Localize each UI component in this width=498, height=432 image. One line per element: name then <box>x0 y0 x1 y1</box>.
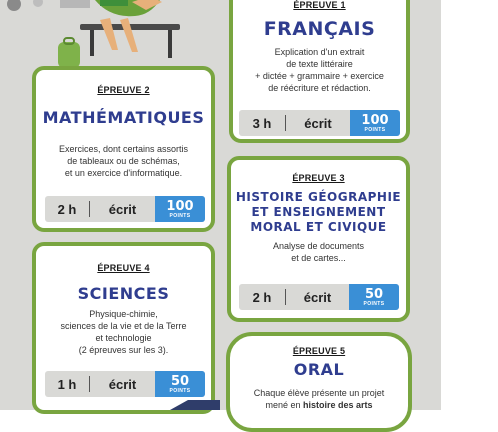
desc-line: (2 épreuves sur les 3). <box>78 345 169 355</box>
exam-info-bar <box>239 110 400 136</box>
desc-emphasis: histoire des arts <box>303 400 373 410</box>
desc-line: et technologie <box>95 333 152 343</box>
duration: 3 h <box>252 115 272 131</box>
desc-line: Physique-chimie, <box>89 309 158 319</box>
points-value: 50 <box>170 373 190 389</box>
desc-line: Explication d'un extrait <box>274 47 365 57</box>
card-description <box>36 143 211 179</box>
points-badge <box>350 110 400 136</box>
desc-line: de tableaux ou de schémas, <box>67 156 180 166</box>
exam-type: écrit <box>108 376 137 392</box>
desc-line: Exercices, dont certains assortis <box>58 144 189 154</box>
card-francais <box>229 0 410 143</box>
epreuve-label: ÉPREUVE 2 <box>97 85 150 95</box>
epreuve-label: ÉPREUVE 4 <box>97 263 150 273</box>
exam-type: écrit <box>304 115 332 131</box>
card-description <box>231 240 406 264</box>
points-value: 50 <box>364 286 384 302</box>
desc-line: sciences de la vie et de la Terre <box>60 321 187 331</box>
title-line: MORAL ET CIVIQUE <box>250 220 387 234</box>
card-oral <box>226 332 412 432</box>
desc-line: Chaque élève présente un projet <box>253 388 385 398</box>
points-label: POINTS <box>363 300 385 307</box>
decorative-shape <box>170 396 220 410</box>
points-badge <box>155 371 205 397</box>
card-title: MATHÉMATIQUES <box>42 108 205 127</box>
desc-text: mené en <box>265 400 303 410</box>
card-description <box>233 46 406 94</box>
card-title <box>231 190 406 235</box>
desc-line: et de cartes... <box>291 253 346 263</box>
points-label: POINTS <box>169 212 191 219</box>
epreuve-label: ÉPREUVE 5 <box>292 346 346 356</box>
desc-line: de réécriture et rédaction. <box>268 83 371 93</box>
card-title: SCIENCES <box>77 284 170 303</box>
desc-line: + dictée + grammaire + exercice <box>255 71 384 81</box>
card-description <box>36 308 211 356</box>
card-title: ORAL <box>293 360 345 379</box>
desc-line: Analyse de documents <box>272 241 365 251</box>
points-label: POINTS <box>364 126 386 133</box>
epreuve-label: ÉPREUVE 3 <box>292 173 345 183</box>
points-badge <box>349 284 399 310</box>
title-line: HISTOIRE GÉOGRAPHIE <box>235 190 402 204</box>
duration: 2 h <box>57 201 77 217</box>
exam-type: écrit <box>108 201 137 217</box>
exam-info-bar <box>239 284 399 310</box>
desc-line <box>230 399 408 411</box>
points-label: POINTS <box>169 387 191 394</box>
desc-line: et un exercice d'informatique. <box>64 168 183 178</box>
exam-type: écrit <box>303 289 332 305</box>
card-description <box>230 387 408 411</box>
exam-info-bar <box>45 371 205 397</box>
card-histoire-geographie <box>227 156 410 322</box>
card-title: FRANÇAIS <box>263 18 376 40</box>
epreuve-label: ÉPREUVE 1 <box>293 0 346 10</box>
points-value: 100 <box>166 198 194 214</box>
title-line: ET ENSEIGNEMENT <box>251 205 386 219</box>
points-badge <box>155 196 205 222</box>
duration: 2 h <box>252 289 272 305</box>
points-value: 100 <box>361 112 389 128</box>
card-sciences <box>32 242 215 414</box>
desc-line: de texte littéraire <box>286 59 353 69</box>
card-mathematiques <box>32 66 215 232</box>
exam-info-bar <box>45 196 205 222</box>
duration: 1 h <box>57 376 77 392</box>
